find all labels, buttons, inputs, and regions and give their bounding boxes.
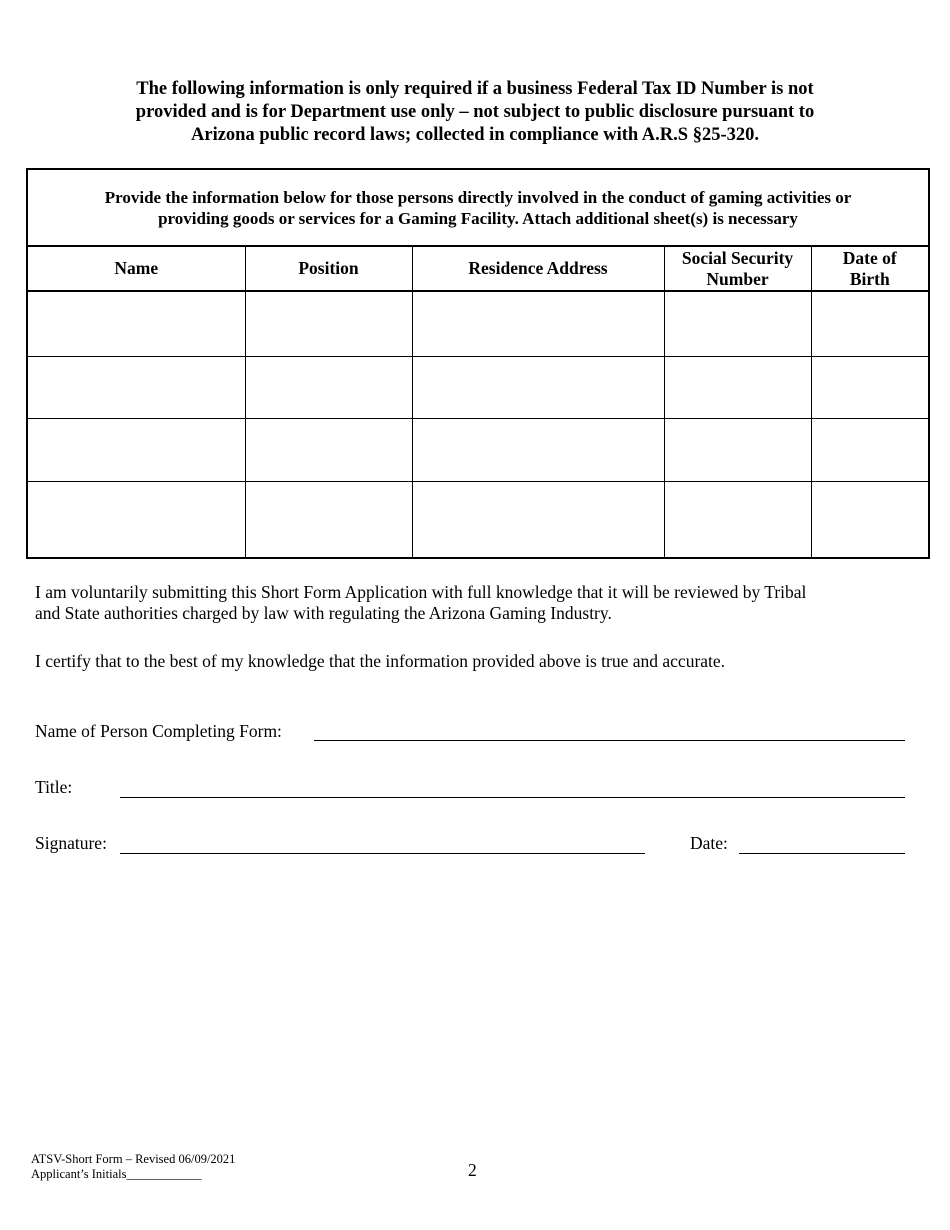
position-cell[interactable] [245,291,412,357]
date-field-line[interactable] [739,853,905,854]
voluntary-statement [35,582,895,624]
ssn-header-line-2: Number [706,268,769,289]
table-instructions [27,169,929,246]
title-field-line[interactable] [120,797,905,798]
name-field-line[interactable] [314,740,905,741]
table-row [27,357,929,419]
page-number: 2 [468,1160,477,1180]
column-header-name: Name [27,246,245,291]
position-cell[interactable] [245,419,412,482]
address-cell[interactable] [412,419,664,482]
address-cell[interactable] [412,291,664,357]
position-cell[interactable] [245,482,412,559]
footer-initials: Applicant’s Initials____________ [31,1167,202,1181]
voluntary-line-1: I am voluntarily submitting this Short Form Application with full knowledge that it will be reviewed by Tribal [35,582,807,602]
position-cell[interactable] [245,357,412,419]
address-cell[interactable] [412,357,664,419]
dob-cell[interactable] [811,419,929,482]
footer-form-info [31,1152,235,1182]
footer-form-id: ATSV-Short Form – Revised 06/09/2021 [31,1152,236,1166]
column-header-position: Position [245,246,412,291]
dob-cell[interactable] [811,291,929,357]
dob-cell[interactable] [811,357,929,419]
instruction-line-1: Provide the information below for those persons directly involved in the conduct of gaming activities or [104,187,852,207]
address-cell[interactable] [412,482,664,559]
notice-line-2: provided and is for Department use only – not subject to public disclosure pursuant to [135,102,815,122]
table-row [27,482,929,559]
ssn-cell[interactable] [664,419,811,482]
name-cell[interactable] [27,357,245,419]
table-row [27,419,929,482]
name-cell[interactable] [27,419,245,482]
title-field-label: Title: [35,777,73,797]
column-header-ssn [664,246,811,291]
ssn-cell[interactable] [664,291,811,357]
instruction-line-2: providing goods or services for a Gaming Facility. Attach additional sheet(s) is necessary [158,208,798,228]
persons-table [26,168,930,559]
date-field-label: Date: [690,833,728,853]
voluntary-line-2: and State authorities charged by law with regulating the Arizona Gaming Industry. [35,603,612,623]
notice-line-3: Arizona public record laws; collected in compliance with A.R.S §25-320. [191,125,759,145]
table-row [27,291,929,357]
table-header-row [27,246,929,291]
column-header-dob [811,246,929,291]
certification-statement: I certify that to the best of my knowledge that the information provided above is true and accurate. [35,651,726,671]
name-field-label: Name of Person Completing Form: [35,721,282,741]
signature-field-line[interactable] [120,853,645,854]
name-cell[interactable] [27,482,245,559]
notice-line-1: The following information is only required if a business Federal Tax ID Number is not [136,79,814,99]
disclosure-notice [60,78,890,147]
dob-header-line-1: Date of [842,247,897,268]
column-header-address: Residence Address [412,246,664,291]
name-cell[interactable] [27,291,245,357]
ssn-cell[interactable] [664,482,811,559]
signature-field-label: Signature: [35,833,107,853]
dob-header-line-2: Birth [849,268,890,289]
ssn-cell[interactable] [664,357,811,419]
dob-cell[interactable] [811,482,929,559]
ssn-header-line-1: Social Security [681,247,794,268]
